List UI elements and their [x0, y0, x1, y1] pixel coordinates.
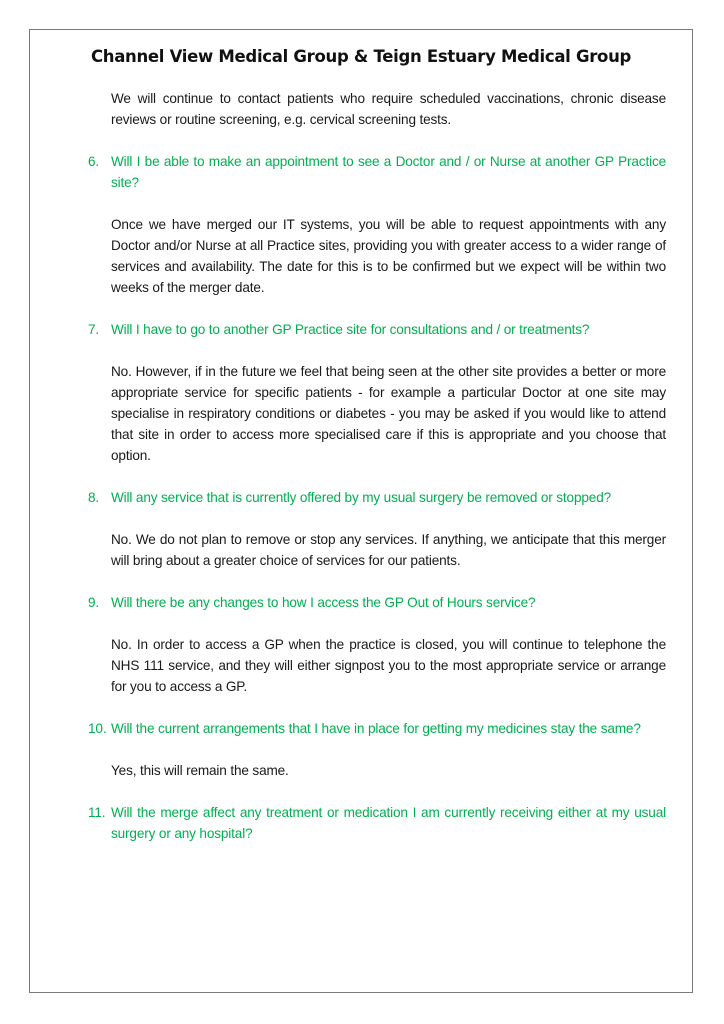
question-number: 7. — [88, 322, 100, 337]
question-7 — [88, 319, 666, 340]
question-text: Will I be able to make an appointment to see a Doctor and / or Nurse at another GP Practice site? — [111, 154, 666, 190]
question-text: Will the merge affect any treatment or medication I am currently receiving either at my usual surgery or any hospital? — [111, 805, 666, 841]
question-10 — [88, 718, 666, 739]
question-text: Will there be any changes to how I access the GP Out of Hours service? — [111, 595, 536, 610]
answer-8: No. We do not plan to remove or stop any services. If anything, we anticipate that this merger will bring about a greater choice of services for our patients. — [111, 532, 666, 568]
intro-paragraph: We will continue to contact patients who require scheduled vaccinations, chronic disease reviews or routine screening, e.g. cervical screening tests. — [111, 91, 666, 127]
answer-6: Once we have merged our IT systems, you will be able to request appointments with any Doctor and/or Nurse at all Practice sites, providing you with greater access to a wider range of services and availability. The date for this is to be confirmed but we expect will be within two weeks of the merger date. — [111, 217, 666, 295]
document-title: Channel View Medical Group & Teign Estuary Medical Group — [90, 47, 632, 66]
question-9 — [88, 592, 666, 613]
answer-7: No. However, if in the future we feel that being seen at the other site provides a better or more appropriate service for specific patients - for example a particular Doctor at one site may specialise in respiratory conditions or diabetes - you may be asked if you would like to attend that site in order to access more specialised care if this is appropriate and you choose that option. — [111, 364, 666, 463]
question-text: Will I have to go to another GP Practice site for consultations and / or treatments? — [111, 322, 590, 337]
question-number: 8. — [88, 490, 100, 505]
answer-9: No. In order to access a GP when the practice is closed, you will continue to telephone the NHS 111 service, and they will either signpost you to the most appropriate service or arrange for you to access a GP. — [111, 637, 666, 694]
document-page — [29, 29, 693, 993]
question-6 — [88, 151, 666, 193]
question-number: 11. — [88, 805, 106, 820]
question-number: 6. — [88, 154, 100, 169]
question-8 — [88, 487, 666, 508]
question-11 — [88, 802, 666, 844]
question-number: 9. — [88, 595, 100, 610]
question-number: 10. — [88, 721, 107, 736]
question-text: Will the current arrangements that I have in place for getting my medicines stay the same? — [111, 721, 641, 736]
document-body — [88, 88, 666, 865]
question-text: Will any service that is currently offered by my usual surgery be removed or stopped? — [111, 490, 612, 505]
answer-10: Yes, this will remain the same. — [111, 763, 289, 778]
